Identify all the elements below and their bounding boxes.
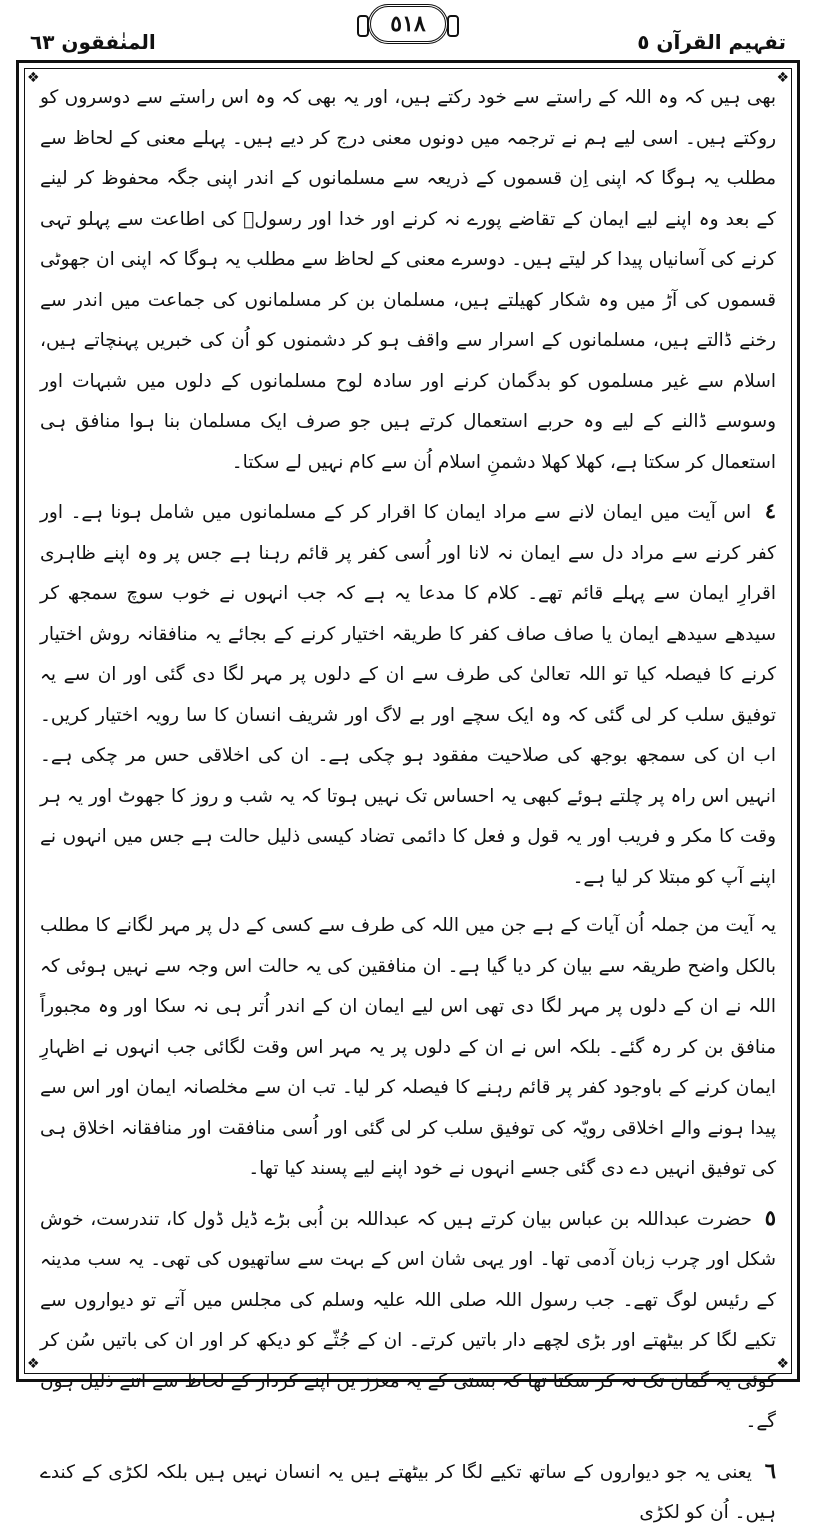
corner-ornament-icon: ❖: [776, 1356, 789, 1372]
paragraph-text: بھی ہیں کہ وہ اللہ کے راستے سے خود رکتے ہیں، اور یہ بھی کہ وہ اس راستے سے دوسروں کو روکتے ہیں۔ اسی لیے ہم نے ترجمہ میں دونوں معنی درج کر دیے ہیں۔ پہلے معنی کے لحاظ سے مطلب یہ ہوگا کہ اپنی اِن قسموں کے ذریعہ سے مسلمانوں کے اندر اپنی جگہ محفوظ کر لینے کے بعد وہ اپنے لیے ایمان کے تقاضے پورے نہ کرنے اور خدا اور رسولؐ کی اطاعت سے پہلو تہی کرنے کی آسانیاں پیدا کر لیتے ہیں۔ دوسرے معنی کے لحاظ سے مطلب یہ ہوگا کہ اپنی ان جھوٹی قسموں کی آڑ میں وہ شکار کھیلتے ہیں، مسلمان بن کر مسلمانوں کی جماعت میں اندر سے رخنے ڈالتے ہیں، مسلمانوں کے اسرار سے واقف ہو کر دشمنوں کو اُن کی خبریں پہنچاتے ہیں، اسلام سے غیر مسلموں کو بدگمان کرنے اور سادہ لوح مسلمانوں کے دلوں میں شبہات اور وسوسے ڈالنے کے لیے وہ حربے استعمال کرتے ہیں جو صرف ایک مسلمان بنا ہوا منافق ہی استعمال کر سکتا ہے، کھلا کھلا دشمنِ اسلام اُن سے کام نہیں لے سکتا۔: [40, 87, 776, 473]
paragraph-text: یعنی یہ جو دیواروں کے ساتھ تکیے لگا کر بیٹھتے ہیں یہ انسان نہیں ہیں بلکہ لکڑی کے کندے ہیں۔ اُن کو لکڑی: [40, 1461, 776, 1523]
footnote-marker: ٤: [764, 498, 776, 523]
footnote-marker: ٥: [764, 1204, 776, 1230]
commentary-paragraph: [40, 78, 776, 483]
page-number-badge: [368, 4, 448, 44]
corner-ornament-icon: ❖: [27, 1356, 40, 1372]
paragraph-text: حضرت عبداللہ بن عباس بیان کرتے ہیں کہ عبداللہ بن اُبی بڑے ڈیل ڈول کا، تندرست، خوش شکل اور چرب زبان آدمی تھا۔ اور یہی شان اس کے بہت سے ساتھیوں کی تھی۔ یہ سب مدینہ کے رئیس لوگ تھے۔ جب رسول اللہ صلی اللہ علیہ وسلم کی مجلس میں آتے تو دیواروں سے تکیے لگا کر بیٹھتے اور بڑی لچھے دار باتیں کرتے۔ ان کے جُثّے کو دیکھ کر اور ان کی باتیں سُن کر کوئی یہ گمان تک نہ کر سکتا تھا کہ بستی کے یہ معزز ین اپنے کردار کے لحاظ سے اتنے ذلیل ہوں گے۔: [40, 1208, 776, 1432]
page-header: [0, 0, 816, 62]
corner-ornament-icon: ❖: [27, 70, 40, 86]
footnote-paragraph: [40, 1451, 776, 1534]
paragraph-text: اس آیت میں ایمان لانے سے مراد ایمان کا اقرار کر کے مسلمانوں میں شامل ہونا ہے۔ اور کفر کرنے سے مراد دل سے ایمان نہ لانا اور اُسی کفر پر قائم رہنا ہے جس پر وہ اپنے ظاہری اقرارِ ایمان سے پہلے قائم تھے۔ کلام کا مدعا یہ ہے کہ جب انہوں نے خوب سوچ سمجھ کر سیدھے سیدھے ایمان یا صاف صاف کفر کا طریقہ اختیار کرنے کے بجائے یہ منافقانہ روش اختیار کرنے کا فیصلہ کیا تو اللہ تعالیٰ کی طرف سے ان کے دلوں پر مہر لگا دی گئی اور ان سے یہ توفیق سلب کر لی گئی کہ وہ ایک سچے اور بے لاگ اور شریف انسان کا سا رویہ اختیار کریں۔ اب ان کی سمجھ بوجھ کی صلاحیت مفقود ہو چکی ہے۔ ان کی اخلاقی حس مر چکی ہے۔ انہیں اس راہ پر چلتے ہوئے کبھی یہ احساس تک نہیں ہوتا کہ یہ شب و روز کا جھوٹ اور یہ ہر وقت کا مکر و فریب اور یہ قول و فعل کا دائمی تضاد کیسی ذلیل حالت ہے جس میں انہوں نے اپنے آپ کو مبتلا کر لیا ہے۔: [40, 502, 776, 888]
corner-ornament-icon: ❖: [776, 70, 789, 86]
commentary-body: [40, 78, 776, 1523]
footnote-paragraph: [40, 1198, 776, 1443]
book-title: تفہیم القرآن ٥: [637, 30, 786, 54]
footnote-marker: ٦: [764, 1457, 776, 1483]
commentary-paragraph: [40, 906, 776, 1190]
paragraph-text: یہ آیت من جملہ اُن آیات کے ہے جن میں اللہ کی طرف سے کسی کے دل پر مہر لگانے کا مطلب بالکل واضح طریقہ سے بیان کر دیا گیا ہے۔ ان منافقین کی یہ حالت اس وجہ سے نہیں ہوئی کہ اللہ نے ان کے دلوں پر مہر لگا دی تھی اس لیے ایمان ان کے اندر اُتر ہی نہ سکا اور وہ مجبوراً منافق بن کر رہ گئے۔ بلکہ اس نے ان کے دلوں پر یہ مہر اس وقت لگائی جب انہوں نے اظہارِ ایمان کرنے کے باوجود کفر پر قائم رہنے کا فیصلہ کر لیا۔ تب ان سے مخلصانہ ایمان اور اس سے پیدا ہونے والے اخلاقی رویّہ کی توفیق سلب کر لی گئی اور اُسی منافقت اور منافقانہ اخلاق ہی کی توفیق انہیں دے دی گئی جسے انہوں نے خود اپنے لیے پسند کیا تھا۔: [40, 915, 776, 1179]
footnote-paragraph: [40, 491, 776, 898]
page-number: ٥١٨: [390, 11, 426, 37]
surah-title: المنٰفقون ٦٣: [30, 30, 156, 54]
